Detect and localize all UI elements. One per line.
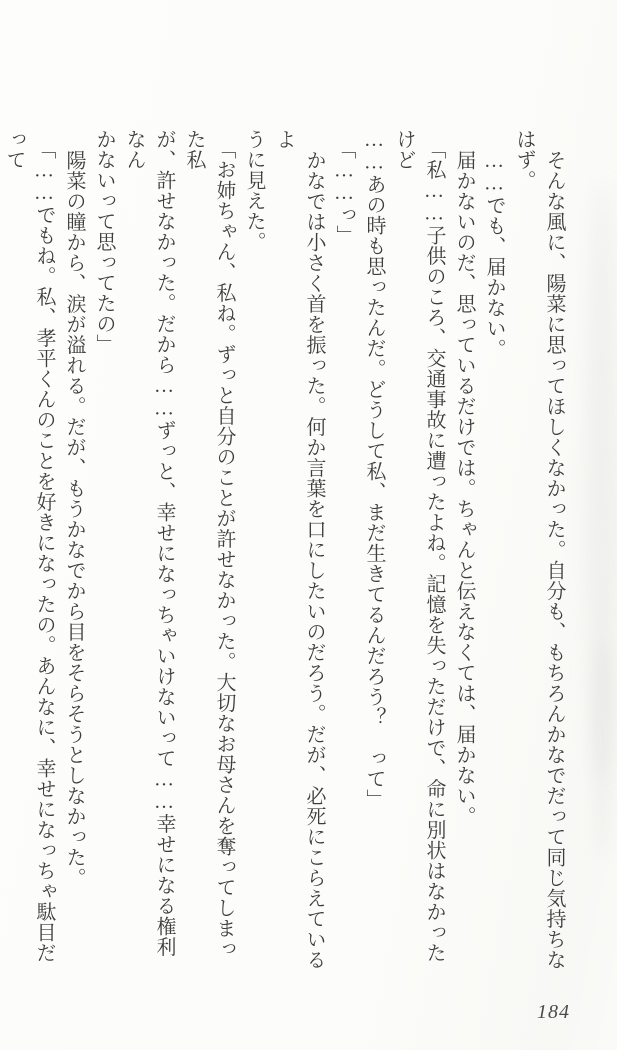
- text-line: そんな風に、陽菜に思ってほしくなかった。自分も、もちろんかなでだって同じ気持ちな: [543, 150, 565, 970]
- text-line: かないって思ってたの」: [93, 129, 115, 355]
- text-line: が、許せなかった。だから……ずっと、幸せになっちゃいけないって……幸せになる権利なん: [123, 129, 175, 957]
- text-line: 「……っ」: [333, 139, 355, 246]
- text-line: 陽菜の瞳から、涙が溢れる。だが、もうかなでから目をそらそうとしなかった。: [63, 150, 85, 888]
- text-line: 届かないのだ、思っているだけでは。ちゃんと伝えなくては、届かない。: [453, 150, 475, 827]
- text-line: ……でも、届かない。: [483, 150, 505, 359]
- text-line: 「お姉ちゃん、私ね。ずっと自分のことが許せなかった。大切なお母さんを奪ってしまった私: [183, 129, 235, 959]
- text-line: 「私……子供のころ、交通事故に遭ったよね。記憶を失っただけで、命に別状はなかったけど: [393, 129, 445, 963]
- text-line: かなでは小さく首を振った。何か言葉を口にしたいのだろう。だが、必死にこらえているよ: [273, 129, 325, 970]
- text-line: うに見えた。: [243, 129, 265, 252]
- text-line: 「……でもね。私、孝平くんのことを好きになったの。あんなに、幸せになっちゃ駄目だって: [3, 129, 55, 963]
- scan-shading: [593, 640, 613, 860]
- page-number: 184: [537, 1001, 570, 1023]
- text-line: はず。: [513, 129, 535, 191]
- text-line: ……あの時も思ったんだ。どうして私、まだ生きてるんだろう？ って」: [363, 129, 385, 810]
- page-text: [3, 129, 569, 977]
